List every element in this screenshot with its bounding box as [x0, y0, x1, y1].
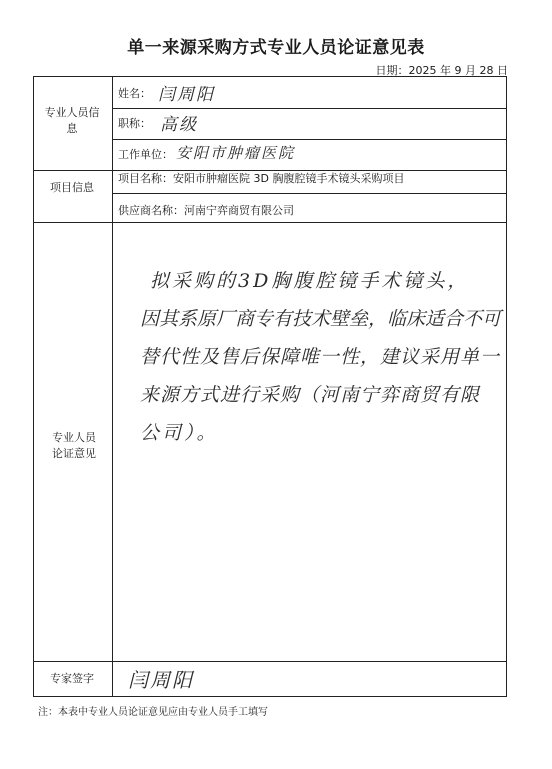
opinion-line: 拟采购的3D胸腹腔镜手术镜头，: [150, 270, 470, 292]
form-title: 单一来源采购方式专业人员论证意见表: [127, 38, 425, 58]
opinion-handwritten: [140, 262, 500, 452]
title-handwritten: 高级: [160, 115, 198, 135]
supplier-name-field: 供应商名称：河南宁弈商贸有限公司: [118, 204, 294, 217]
signature-handwritten: 闫周阳: [128, 668, 194, 692]
expert-info-label: [44, 105, 100, 137]
opinion-line: 公司）。: [140, 422, 219, 444]
title-label: 职称：: [118, 117, 151, 130]
row-divider-opinion-section: [34, 661, 506, 662]
name-handwritten: 闫周阳: [158, 85, 215, 105]
opinion-label-text: 专业人员论证意见: [52, 431, 96, 460]
project-info-label: [44, 180, 100, 196]
row-divider-name: [112, 108, 506, 109]
employer-handwritten: 安阳市肿瘤医院: [176, 144, 296, 162]
opinion-line: 替代性及售后保障唯一性，建议采用单一: [140, 346, 501, 368]
expert-info-label-text: 专业人员信息: [44, 106, 100, 135]
date-field: 日期：2025 年 9 月 28 日: [375, 64, 508, 77]
row-divider-project: [112, 193, 506, 194]
row-divider-project-section: [34, 222, 506, 223]
employer-label: 工作单位：: [118, 148, 173, 161]
opinion-label: [50, 430, 98, 462]
project-name-field: 项目名称：安阳市肿瘤医院 3D 胸腹腔镜手术镜头采购项目: [118, 172, 405, 185]
footnote: 注：本表中专业人员论证意见应由专业人员手工填写: [38, 707, 268, 718]
row-divider-title: [112, 139, 506, 140]
signature-label: 专家签字: [50, 672, 94, 685]
opinion-line: 因其系原厂商专有技术壁垒，临床适合不可: [140, 308, 502, 330]
name-label: 姓名：: [118, 87, 151, 100]
project-info-label-text: 项目信息: [50, 181, 94, 194]
opinion-line: 来源方式进行采购（河南宁弈商贸有限: [140, 384, 481, 406]
